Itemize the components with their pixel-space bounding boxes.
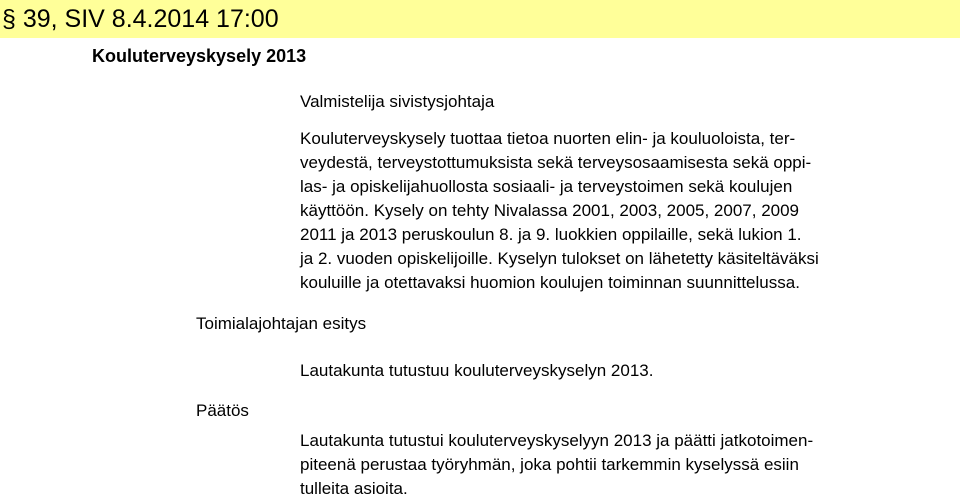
description-line: kouluille ja otettavaksi huomion koulujen toiminnan suunnittelussa. [300, 273, 800, 292]
decision-line: piteenä perustaa työryhmän, joka pohtii tarkemmin kyselyssä esiin [300, 455, 799, 474]
description-line: las- ja opiskelijahuollosta sosiaali- ja terveystoimen sekä koulujen [300, 177, 793, 196]
preparer-line: Valmistelija sivistysjohtaja [300, 92, 495, 111]
description-line: veydestä, terveystottumuksista sekä terveysosaamisesta sekä oppi- [300, 153, 812, 172]
decision-line: Lautakunta tutustui kouluterveyskyselyyn 2013 ja päätti jatkotoimen- [300, 431, 814, 450]
proposal-paragraph [300, 359, 950, 383]
decision-paragraph [300, 429, 950, 501]
description-line: 2011 ja 2013 peruskoulun 8. ja 9. luokkien oppilaille, sekä lukion 1. [300, 225, 802, 244]
description-paragraph [300, 127, 950, 295]
section-header-bar [0, 0, 960, 38]
proposal-label: Toimialajohtajan esitys [196, 314, 367, 333]
section-heading: § 39, SIV 8.4.2014 17:00 [2, 5, 279, 33]
document-title: Kouluterveyskysely 2013 [92, 46, 307, 66]
proposal-text: Lautakunta tutustuu kouluterveyskyselyn 2013. [300, 361, 654, 380]
description-line: ja 2. vuoden opiskelijoille. Kyselyn tulokset on lähetetty käsiteltäväksi [300, 249, 819, 268]
description-line: Kouluterveyskysely tuottaa tietoa nuorten elin- ja kouluoloista, ter- [300, 129, 796, 148]
decision-label: Päätös [196, 401, 249, 420]
description-line: käyttöön. Kysely on tehty Nivalassa 2001, 2003, 2005, 2007, 2009 [300, 201, 800, 220]
decision-line: tulleita asioita. [300, 479, 408, 498]
